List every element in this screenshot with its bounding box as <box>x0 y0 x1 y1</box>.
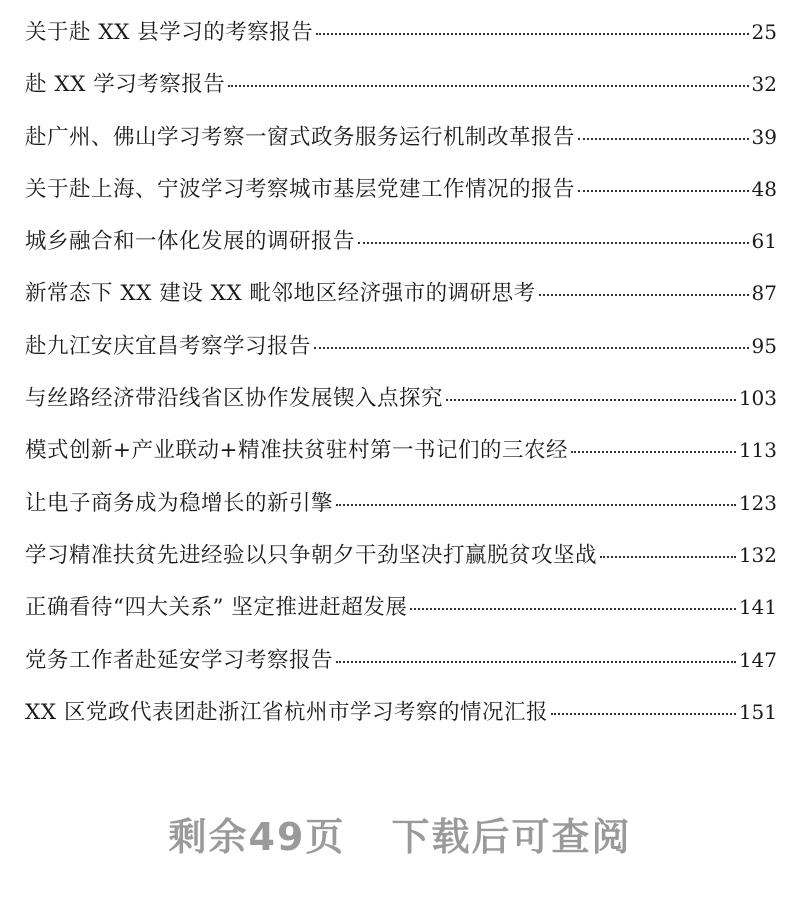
toc-dot-leader <box>578 138 749 140</box>
toc-entry-page: 25 <box>751 20 777 44</box>
toc-entry-page: 123 <box>738 490 777 515</box>
toc-entry-page: 95 <box>751 333 777 358</box>
toc-entry-page: 103 <box>738 386 777 411</box>
toc-entry-title: 关于赴上海、宁波学习考察城市基层党建工作情况的报告 <box>25 176 576 202</box>
toc-entry-title: 与丝路经济带沿线省区协作发展锲入点探究 <box>25 386 444 412</box>
toc-entry-page: 132 <box>738 542 777 567</box>
toc-entry-title: 党务工作者赴延安学习考察报告 <box>25 647 334 673</box>
toc-entry[interactable] <box>25 6 777 58</box>
toc-dot-leader <box>539 294 749 296</box>
toc-entry-page: 151 <box>738 699 777 724</box>
toc-entry-page: 141 <box>738 595 777 620</box>
download-to-view-text: 下载后可查阅 <box>391 815 632 859</box>
toc-dot-leader <box>336 504 736 506</box>
toc-entry[interactable] <box>25 529 777 581</box>
toc-entry[interactable] <box>25 634 777 686</box>
toc-entry-title: 新常态下 XX 建设 XX 毗邻地区经济强市的调研思考 <box>25 281 536 307</box>
toc-dot-leader <box>578 190 749 192</box>
toc-dot-leader <box>551 713 736 715</box>
toc-entry[interactable] <box>25 215 777 267</box>
toc-entry-title: 模式创新+产业联动+精准扶贫驻村第一书记们的三农经 <box>25 438 569 464</box>
toc-dot-leader <box>228 85 748 87</box>
toc-entry-title: 赴广州、佛山学习考察一窗式政务服务运行机制改革报告 <box>25 124 576 150</box>
toc-entry[interactable] <box>25 320 777 372</box>
toc-entry-page: 113 <box>738 438 777 463</box>
toc-entry-page: 48 <box>751 176 777 201</box>
toc-entry-title: 关于赴 XX 县学习的考察报告 <box>25 20 314 45</box>
table-of-contents <box>25 6 777 738</box>
toc-entry[interactable] <box>25 163 777 215</box>
toc-dot-leader <box>410 608 735 610</box>
toc-entry-title: 学习精准扶贫先进经验以只争朝夕干劲坚决打赢脱贫攻坚战 <box>25 542 598 568</box>
toc-dot-leader <box>316 33 748 35</box>
toc-dot-leader <box>600 556 736 558</box>
toc-entry-page: 32 <box>751 72 777 97</box>
toc-dot-leader <box>446 399 736 401</box>
toc-entry-page: 87 <box>751 281 777 306</box>
toc-entry[interactable] <box>25 372 777 424</box>
toc-entry-title: XX 区党政代表团赴浙江省杭州市学习考察的情况汇报 <box>25 699 548 725</box>
toc-entry-page: 61 <box>751 229 777 254</box>
toc-entry-title: 赴九江安庆宜昌考察学习报告 <box>25 333 312 359</box>
remaining-pages-text: 剩余49页 <box>168 815 346 859</box>
toc-entry[interactable] <box>25 424 777 476</box>
toc-dot-leader <box>314 347 749 349</box>
toc-dot-leader <box>571 451 736 453</box>
toc-entry-page: 147 <box>738 647 777 672</box>
toc-entry[interactable] <box>25 267 777 319</box>
remaining-pages-banner[interactable] <box>0 806 800 861</box>
toc-entry[interactable] <box>25 477 777 529</box>
toc-entry-title: 正确看待“四大关系” 坚定推进赶超发展 <box>25 595 408 621</box>
toc-entry[interactable] <box>25 686 777 738</box>
toc-entry-title: 城乡融合和一体化发展的调研报告 <box>25 229 356 255</box>
toc-entry-title: 让电子商务成为稳增长的新引擎 <box>25 490 334 516</box>
toc-entry-page: 39 <box>751 124 777 149</box>
toc-entry[interactable] <box>25 581 777 633</box>
toc-dot-leader <box>336 661 736 663</box>
toc-entry-title: 赴 XX 学习考察报告 <box>25 72 226 98</box>
toc-dot-leader <box>358 242 749 244</box>
toc-entry[interactable] <box>25 58 777 110</box>
toc-entry[interactable] <box>25 111 777 163</box>
